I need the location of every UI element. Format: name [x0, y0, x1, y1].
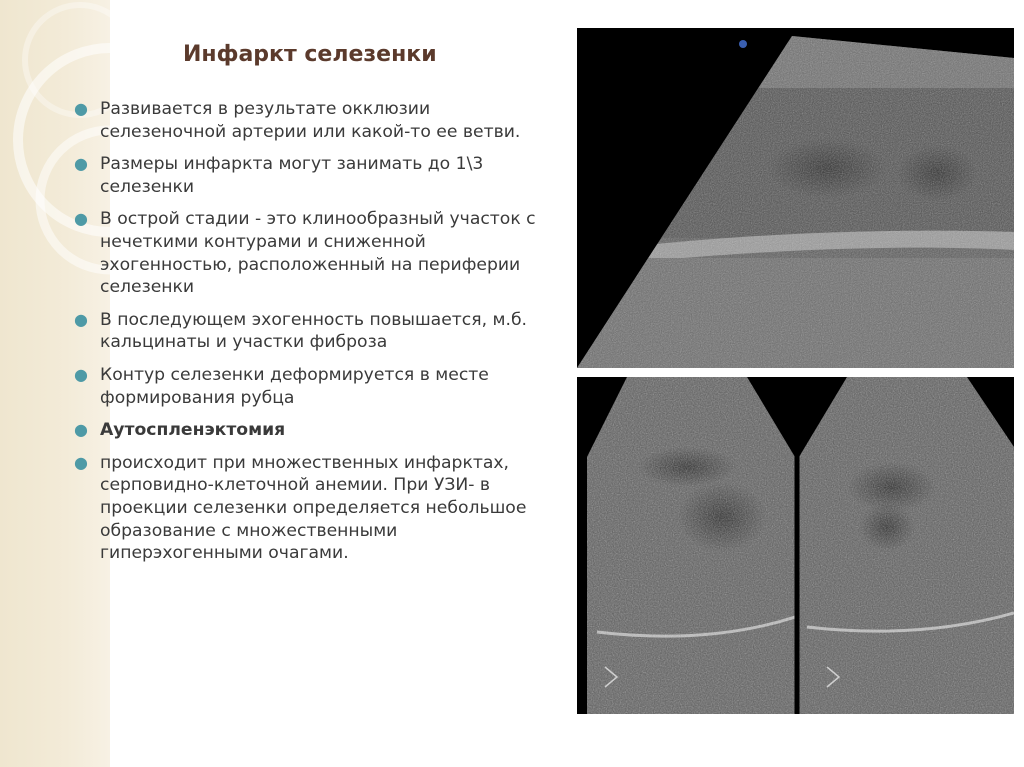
bullet-text: Размеры инфаркта могут занимать до 1\3 селезенки: [100, 154, 484, 197]
bullet-item: [68, 153, 538, 198]
bullet-icon: ●: [74, 309, 88, 329]
bullet-item-heading: [68, 419, 538, 442]
bullet-text: В последующем эхогенность повышается, м.б. кальцинаты и участки фиброза: [100, 309, 528, 353]
bullet-list: [68, 98, 538, 575]
bullet-text: Контур селезенки деформируется в месте формирования рубца: [100, 364, 489, 408]
slide-title: Инфаркт селезенки: [183, 42, 437, 67]
bullet-item: [68, 98, 538, 143]
bullet-item: [68, 309, 538, 354]
bullet-icon: ●: [74, 420, 88, 440]
bullet-icon: ●: [74, 364, 88, 384]
bullet-icon: ●: [74, 99, 88, 118]
bullet-item: [68, 208, 538, 298]
bullet-icon: ●: [74, 154, 88, 174]
ultrasound-image-top: [577, 28, 1014, 368]
bullet-text: Аутоспленэктомия: [100, 420, 286, 441]
ultrasound-image-bottom: [577, 377, 1014, 714]
bullet-text: Развивается в результате окклюзии селезеночной артерии или какой-то ее ветви.: [100, 99, 521, 142]
bullet-icon: ●: [74, 452, 88, 472]
bullet-item: [68, 452, 538, 565]
bullet-text: происходит при множественных инфарктах, серповидно-клеточной анемии. При УЗИ- в проекции селезенки определяется небольшое образование с множественными гиперэхогенными очагами.: [100, 452, 527, 564]
bullet-item: [68, 364, 538, 409]
bullet-text: В острой стадии - это клинообразный участок с нечеткими контурами и сниженной эхогенностью, расположенный на периферии селезенки: [100, 209, 536, 298]
bullet-icon: ●: [74, 209, 88, 229]
